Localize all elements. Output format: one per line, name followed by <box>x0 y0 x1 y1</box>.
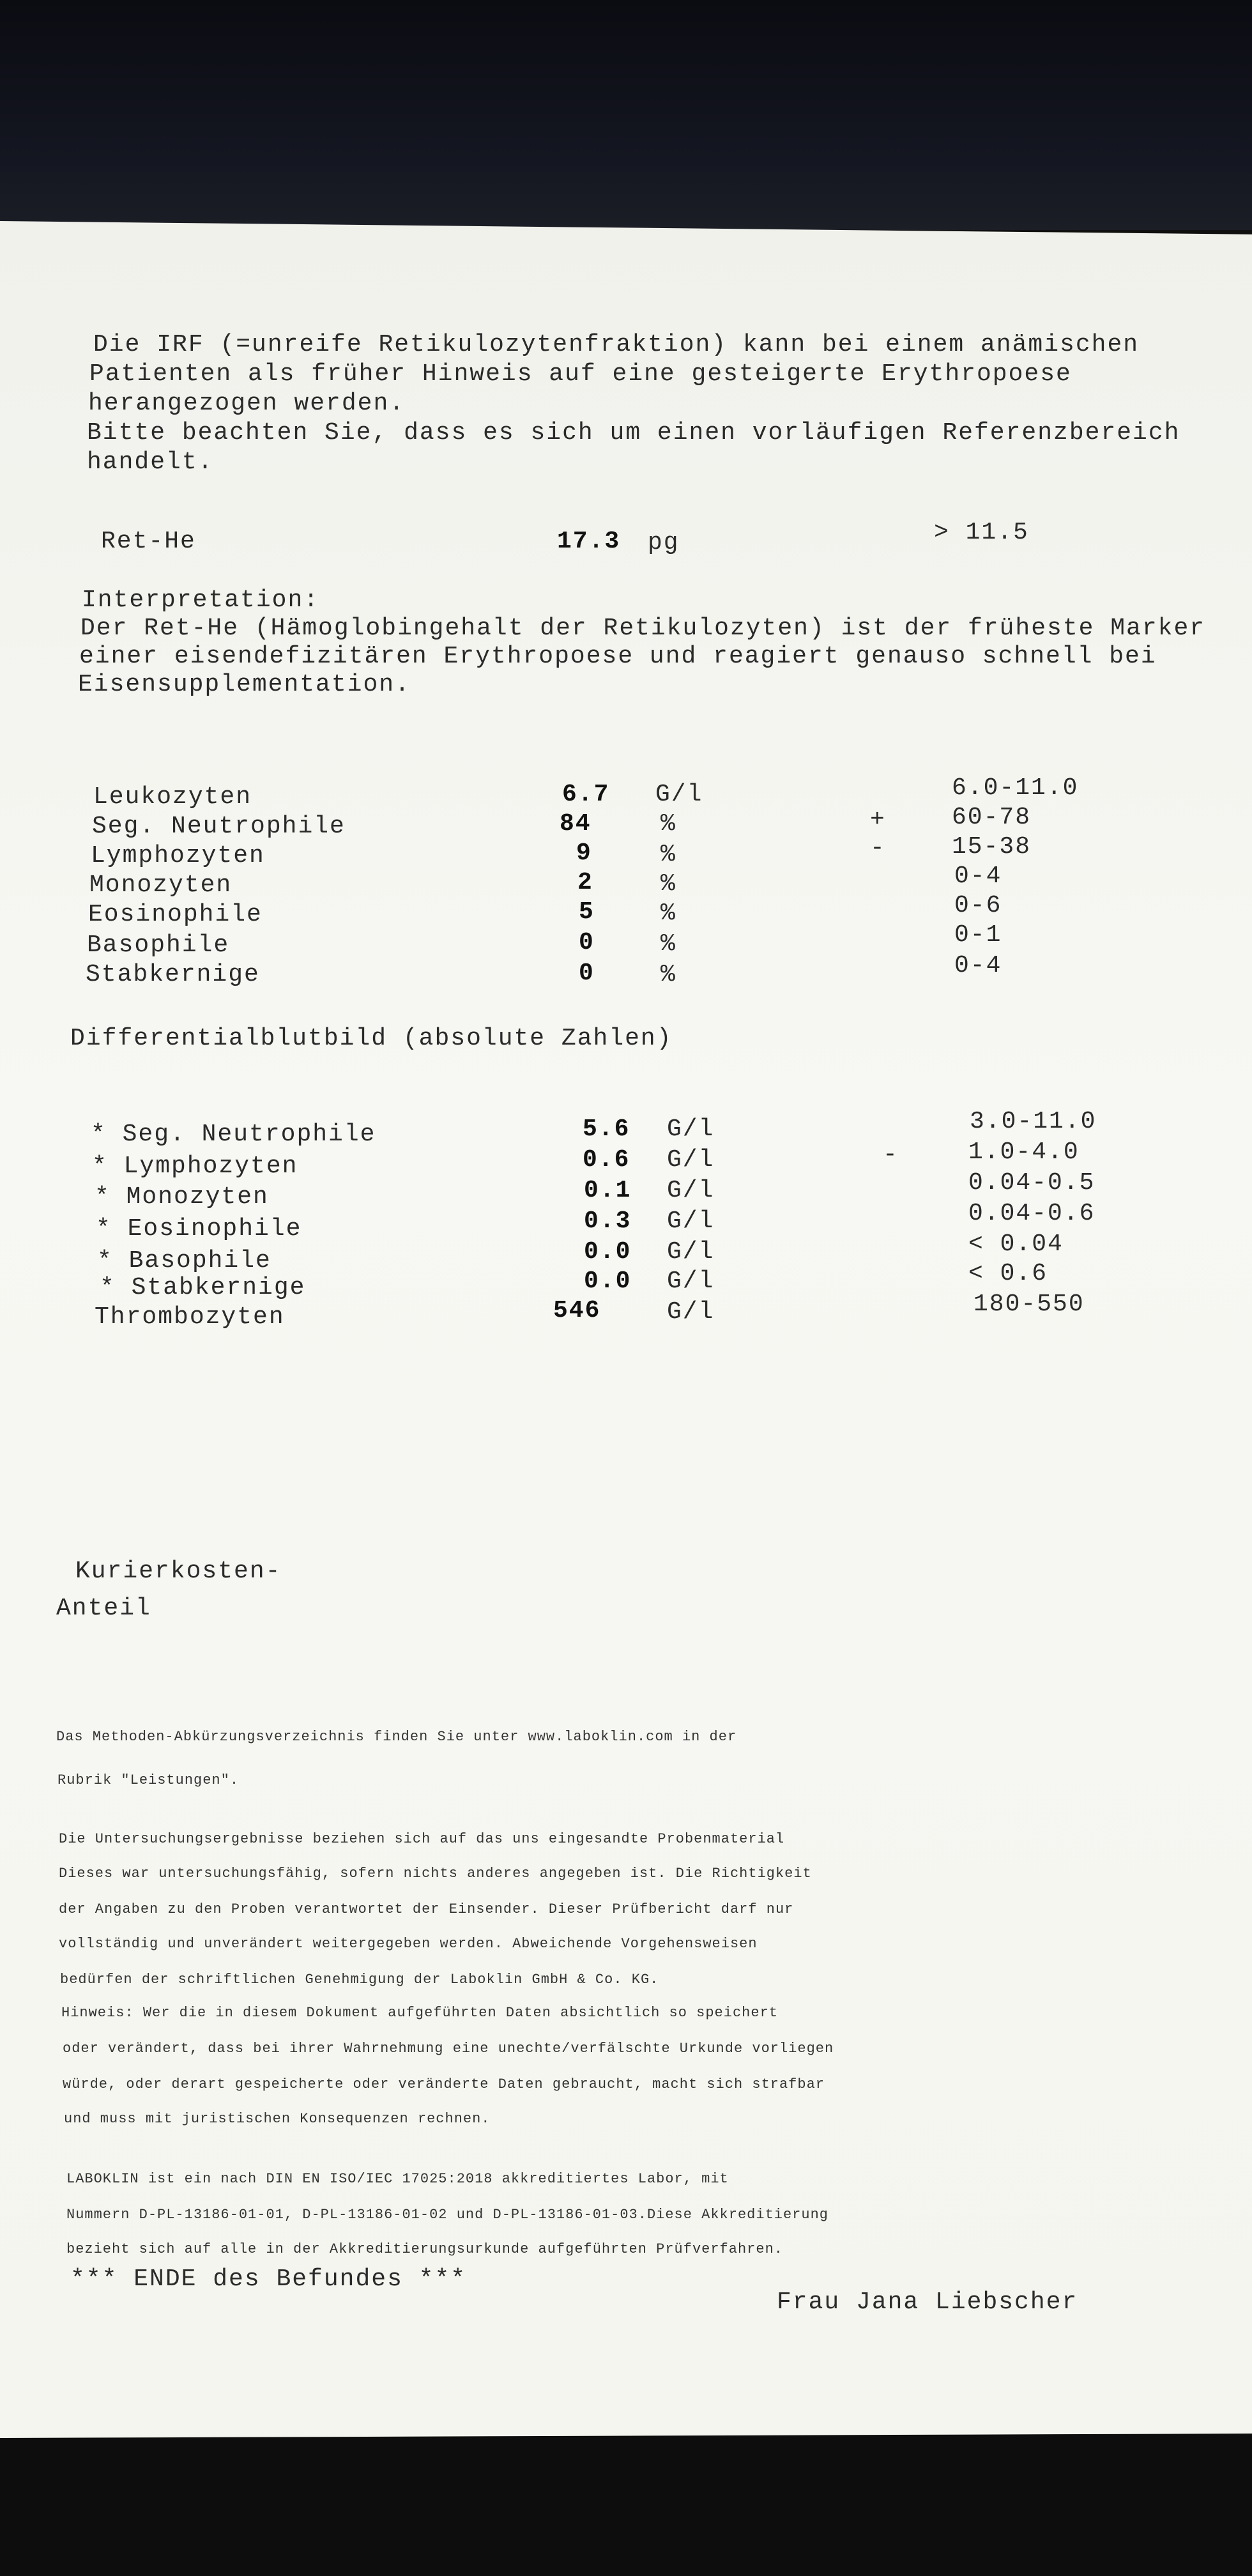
analyte-flag: - <box>883 1141 899 1169</box>
analyte-name: Monozyten <box>89 871 233 899</box>
analyte-reference: 0.04-0.6 <box>968 1200 1096 1227</box>
footer-line: Dieses war untersuchungsfähig, sofern nichts anderes angegeben ist. Die Richtigkeit <box>59 1866 812 1882</box>
analyte-reference: 6.0-11.0 <box>952 774 1079 802</box>
footer-line: oder verändert, dass bei ihrer Wahrnehmung eine unechte/verfälschte Urkunde vorliegen <box>63 2041 834 2057</box>
footer-line: bezieht sich auf alle in der Akkreditierungsurkunde aufgeführten Prüfverfahren. <box>66 2241 783 2257</box>
analyte-value: 546 <box>553 1297 601 1324</box>
analyte-name: * Lymphozyten <box>92 1153 298 1180</box>
analyte-value: 0 <box>579 929 595 956</box>
analyte-unit: % <box>660 930 676 958</box>
analyte-reference: < 0.04 <box>968 1230 1064 1258</box>
analyte-unit: G/l <box>667 1146 715 1174</box>
intro-line: Die IRF (=unreife Retikulozytenfraktion) kann bei einem anämischen <box>93 331 1140 358</box>
analyte-reference: 60-78 <box>952 804 1032 831</box>
footer-line: und muss mit juristischen Konsequenzen rechnen. <box>64 2111 491 2127</box>
analyte-unit: G/l <box>667 1268 715 1295</box>
analyte-name: Seg. Neutrophile <box>92 813 346 840</box>
interpretation-line: Eisensupplementation. <box>78 671 411 698</box>
analyte-reference: 0.04-0.5 <box>968 1169 1096 1197</box>
analyte-reference: 0-1 <box>954 921 1002 949</box>
analyte-reference: 15-38 <box>952 833 1032 861</box>
courier-line: Kurierkosten- <box>75 1558 282 1585</box>
footer-line: der Angaben zu den Proben verantwortet der Einsender. Dieser Prüfbericht darf nur <box>59 1901 794 1917</box>
ret-he-unit: pg <box>648 529 680 556</box>
analyte-name: Eosinophile <box>88 901 263 928</box>
footer-line: LABOKLIN ist ein nach DIN EN ISO/IEC 17025:2018 akkreditiertes Labor, mit <box>66 2171 729 2187</box>
analyte-name: * Eosinophile <box>96 1215 302 1243</box>
analyte-name: Leukozyten <box>93 783 252 811</box>
analyte-value: 0.0 <box>584 1268 632 1295</box>
analyte-name: Thrombozyten <box>95 1303 285 1331</box>
analyte-name: Lymphozyten <box>91 842 265 870</box>
signature: Frau Jana Liebscher <box>777 2288 1078 2316</box>
analyte-value: 2 <box>577 869 593 896</box>
analyte-unit: G/l <box>667 1298 715 1326</box>
analyte-unit: G/l <box>667 1208 715 1235</box>
intro-line: handelt. <box>87 448 214 476</box>
footer-line: Hinweis: Wer die in diesem Dokument aufgeführten Daten absichtlich so speichert <box>61 2005 778 2021</box>
analyte-value: 0.6 <box>583 1146 630 1174</box>
analyte-value: 0.3 <box>584 1208 632 1235</box>
analyte-reference: 1.0-4.0 <box>968 1138 1080 1166</box>
analyte-flag: - <box>870 834 886 862</box>
footer-line: Rubrik "Leistungen". <box>57 1772 240 1788</box>
analyte-reference: 180-550 <box>973 1291 1085 1318</box>
analyte-value: 0.0 <box>584 1238 632 1266</box>
analyte-unit: % <box>660 870 676 898</box>
interpretation-line: einer eisendefizitären Erythropoese und reagiert genauso schnell bei <box>79 643 1157 670</box>
intro-line: herangezogen werden. <box>88 390 406 417</box>
ret-he-value: 17.3 <box>557 528 621 555</box>
footer-line: Die Untersuchungsergebnisse beziehen sich auf das uns eingesandte Probenmaterial <box>59 1831 785 1847</box>
analyte-name: Stabkernige <box>86 961 260 988</box>
analyte-reference: 3.0-11.0 <box>970 1108 1097 1135</box>
analyte-unit: % <box>660 841 676 868</box>
analyte-flag: + <box>870 806 886 834</box>
analyte-name: * Basophile <box>97 1247 271 1275</box>
interpretation-line: Der Ret-He (Hämoglobingehalt der Retikulozyten) ist der früheste Marker <box>80 615 1206 642</box>
analyte-reference: < 0.6 <box>968 1260 1048 1287</box>
analyte-unit: G/l <box>667 1116 715 1143</box>
analyte-unit: G/l <box>655 781 703 808</box>
analyte-unit: % <box>660 961 676 988</box>
footer-line: würde, oder derart gespeicherte oder veränderte Daten gebraucht, macht sich strafbar <box>63 2076 825 2092</box>
analyte-value: 5 <box>579 898 595 926</box>
analyte-value: 84 <box>560 810 592 838</box>
courier-line: Anteil <box>56 1595 151 1622</box>
analyte-unit: % <box>660 810 676 838</box>
report-end-marker: *** ENDE des Befundes *** <box>70 2266 467 2293</box>
footer-line: vollständig und unverändert weitergegeben werden. Abweichende Vorgehensweisen <box>59 1936 758 1952</box>
ret-he-name: Ret-He <box>101 528 196 555</box>
analyte-name: Basophile <box>87 931 230 959</box>
analyte-value: 5.6 <box>583 1116 630 1143</box>
differential-heading: Differentialblutbild (absolute Zahlen) <box>70 1025 673 1052</box>
analyte-reference: 0-4 <box>954 952 1002 979</box>
intro-line: Bitte beachten Sie, dass es sich um einen vorläufigen Referenzbereich <box>87 419 1180 447</box>
analyte-value: 0.1 <box>584 1177 632 1204</box>
analyte-reference: 0-4 <box>954 862 1002 890</box>
analyte-reference: 0-6 <box>954 892 1002 919</box>
analyte-unit: G/l <box>667 1238 715 1266</box>
intro-line: Patienten als früher Hinweis auf eine gesteigerte Erythropoese <box>89 360 1072 388</box>
analyte-unit: % <box>660 900 676 927</box>
analyte-value: 0 <box>579 960 595 987</box>
footer-line: bedürfen der schriftlichen Genehmigung der Laboklin GmbH & Co. KG. <box>60 1972 659 1988</box>
analyte-name: * Monozyten <box>95 1183 269 1211</box>
analyte-name: * Stabkernige <box>100 1274 306 1301</box>
footer-line: Nummern D-PL-13186-01-01, D-PL-13186-01-02 und D-PL-13186-01-03.Diese Akkreditierung <box>66 2207 828 2223</box>
footer-line: Das Methoden-Abkürzungsverzeichnis finden Sie unter www.laboklin.com in der <box>56 1729 737 1745</box>
interpretation-line: Interpretation: <box>82 586 320 614</box>
analyte-value: 6.7 <box>562 781 610 808</box>
analyte-value: 9 <box>576 839 592 867</box>
analyte-unit: G/l <box>667 1177 715 1204</box>
ret-he-reference: > 11.5 <box>934 519 1029 546</box>
analyte-name: * Seg. Neutrophile <box>91 1121 376 1148</box>
